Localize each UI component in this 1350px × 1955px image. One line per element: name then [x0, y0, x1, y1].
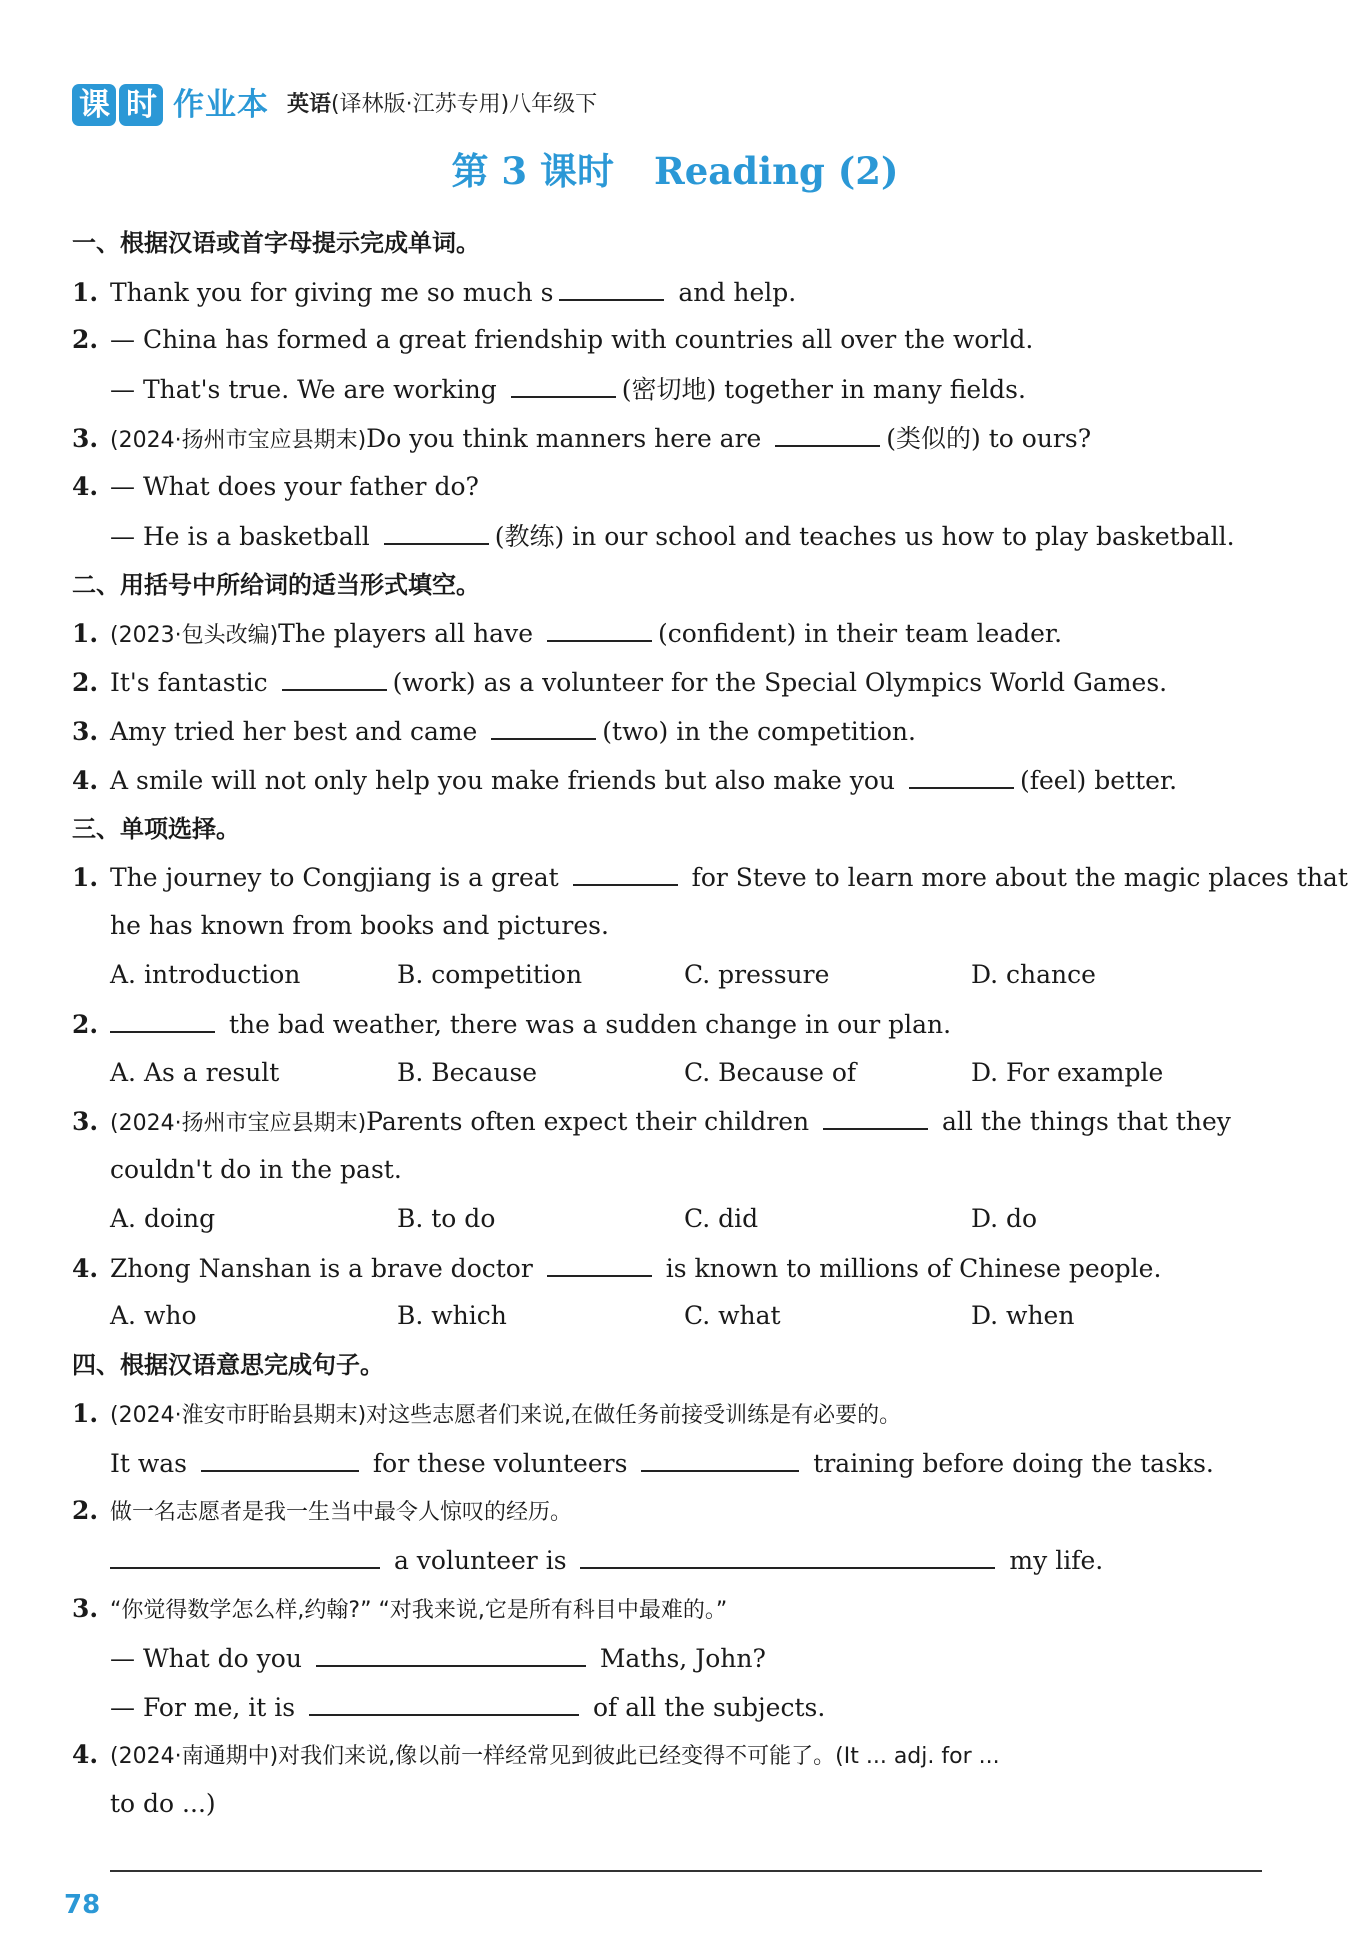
answer-blank[interactable] — [580, 1543, 995, 1569]
answer-blank[interactable] — [547, 1251, 652, 1277]
logo-text: 作业本 — [173, 87, 269, 123]
option-d[interactable]: D. chance — [971, 960, 1096, 989]
option-b[interactable]: B. competition — [397, 960, 583, 989]
answer-blank[interactable] — [547, 616, 652, 642]
logo-char-2: 时 — [119, 84, 163, 126]
answer-writing-line[interactable] — [110, 1870, 1262, 1872]
s4-q3-line2: — For me, it is of all the subjects. — [72, 1690, 825, 1725]
option-a[interactable]: A. As a result — [110, 1058, 280, 1087]
s3-q1: 1. The journey to Congjiang is a great for Steve to learn more about the magic places that — [72, 860, 1348, 895]
answer-blank[interactable] — [110, 1007, 215, 1033]
s4-q1-cn: 1. (2024·淮安市盱眙县期末)对这些志愿者们来说,在做任务前接受训练是有必要的。 — [72, 1399, 902, 1428]
answer-blank[interactable] — [316, 1641, 586, 1667]
section-3-heading: 三、单项选择。 — [72, 815, 240, 843]
s4-q3-line1: — What do you Maths, John? — [72, 1641, 766, 1676]
option-d[interactable]: D. do — [971, 1204, 1038, 1233]
lesson-title — [0, 146, 1350, 196]
option-b[interactable]: B. which — [397, 1301, 507, 1330]
option-c[interactable]: C. what — [684, 1301, 781, 1330]
s1-q4-line1: 4. — What does your father do? — [72, 472, 479, 501]
edition: (译林版·江苏专用)八年级下 — [331, 92, 598, 117]
s1-q1: 1. Thank you for giving me so much s and help. — [72, 275, 796, 310]
s4-q4-line2: to do ...) — [110, 1789, 216, 1818]
section-4-heading: 四、根据汉语意思完成句子。 — [72, 1351, 384, 1379]
s1-q4-line2: — He is a basketball (教练) in our school and teaches us how to play basketball. — [72, 519, 1235, 554]
answer-blank[interactable] — [909, 763, 1014, 789]
s4-q1-en: It was for these volunteers training before doing the tasks. — [72, 1446, 1214, 1481]
s2-q1: 1. (2023·包头改编)The players all have (confident) in their team leader. — [72, 616, 1062, 653]
answer-blank[interactable] — [559, 275, 664, 301]
answer-blank[interactable] — [823, 1104, 928, 1130]
question-source: (2024·南通期中) — [110, 1744, 279, 1769]
s2-q4: 4. A smile will not only help you make friends but also make you (feel) better. — [72, 763, 1177, 798]
question-source: (2024·淮安市盱眙县期末) — [110, 1403, 367, 1428]
option-c[interactable]: C. did — [684, 1204, 759, 1233]
lesson-title-cn: 第 3 课时 — [451, 149, 614, 193]
answer-blank[interactable] — [491, 714, 596, 740]
s3-q4: 4. Zhong Nanshan is a brave doctor is known to millions of Chinese people. — [72, 1251, 1161, 1286]
subject: 英语 — [287, 92, 332, 117]
s4-q3-cn: 3. “你觉得数学怎么样,约翰?” “对我来说,它是所有科目中最难的。” — [72, 1594, 728, 1623]
section-2-heading: 二、用括号中所给词的适当形式填空。 — [72, 571, 480, 599]
brand-header — [72, 83, 597, 127]
s4-q2-en: a volunteer is my life. — [72, 1543, 1103, 1578]
s1-q3: 3. (2024·扬州市宝应县期末)Do you think manners here are (类似的) to ours? — [72, 421, 1091, 458]
answer-blank[interactable] — [775, 421, 880, 447]
s3-q3-line2: couldn't do in the past. — [110, 1155, 402, 1184]
question-source: (2024·扬州市宝应县期末) — [110, 428, 367, 453]
book-info — [287, 84, 597, 126]
s4-q4-cn: 4. (2024·南通期中)对我们来说,像以前一样经常见到彼此已经变得不可能了。(It ... adj. for ... — [72, 1740, 1000, 1769]
page-number: 78 — [64, 1890, 101, 1920]
answer-blank[interactable] — [384, 519, 489, 545]
option-a[interactable]: A. doing — [110, 1204, 216, 1233]
answer-blank[interactable] — [573, 860, 678, 886]
answer-blank[interactable] — [110, 1543, 380, 1569]
answer-blank[interactable] — [641, 1446, 799, 1472]
s2-q3: 3. Amy tried her best and came (two) in the competition. — [72, 714, 916, 749]
s3-q2: 2. the bad weather, there was a sudden change in our plan. — [72, 1007, 951, 1042]
s1-q2-line2: — That's true. We are working (密切地) together in many fields. — [72, 372, 1026, 407]
s1-q2-line1: 2. — China has formed a great friendship with countries all over the world. — [72, 325, 1034, 354]
question-source: (2024·扬州市宝应县期末) — [110, 1111, 367, 1136]
lesson-title-en: Reading (2) — [653, 149, 899, 193]
option-b[interactable]: B. Because — [397, 1058, 538, 1087]
question-source: (2023·包头改编) — [110, 623, 279, 648]
answer-blank[interactable] — [511, 372, 616, 398]
answer-blank[interactable] — [309, 1690, 579, 1716]
answer-blank[interactable] — [282, 665, 387, 691]
option-c[interactable]: C. Because of — [684, 1058, 857, 1087]
brand-logo — [72, 84, 269, 126]
answer-blank[interactable] — [201, 1446, 359, 1472]
option-b[interactable]: B. to do — [397, 1204, 496, 1233]
option-a[interactable]: A. who — [110, 1301, 197, 1330]
option-d[interactable]: D. For example — [971, 1058, 1164, 1087]
s3-q3: 3. (2024·扬州市宝应县期末)Parents often expect their children all the things that they — [72, 1104, 1231, 1141]
s3-q1-line2: he has known from books and pictures. — [110, 911, 609, 940]
option-a[interactable]: A. introduction — [110, 960, 301, 989]
s2-q2: 2. It's fantastic (work) as a volunteer for the Special Olympics World Games. — [72, 665, 1167, 700]
s4-q2-cn: 2. 做一名志愿者是我一生当中最令人惊叹的经历。 — [72, 1496, 573, 1525]
option-c[interactable]: C. pressure — [684, 960, 830, 989]
option-d[interactable]: D. when — [971, 1301, 1075, 1330]
section-1-heading: 一、根据汉语或首字母提示完成单词。 — [72, 229, 480, 257]
logo-char-1: 课 — [72, 84, 116, 126]
